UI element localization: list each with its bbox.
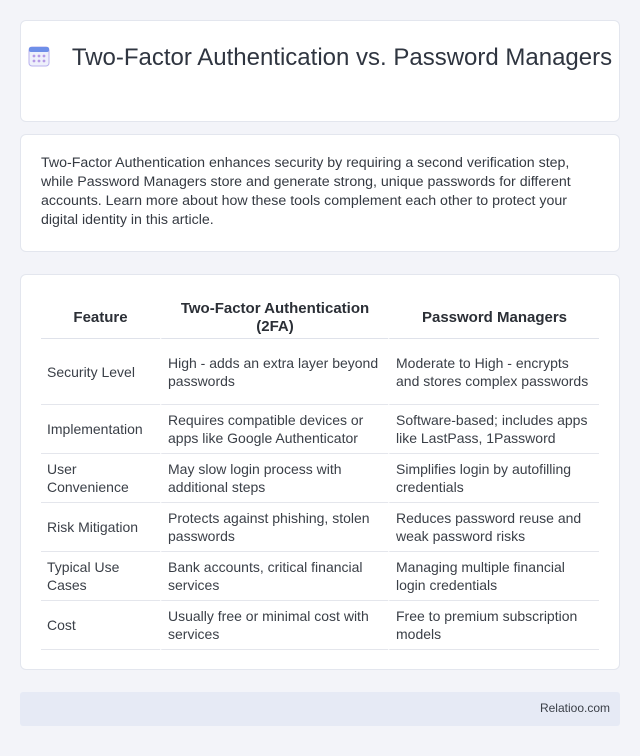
table-row <box>41 503 599 552</box>
2fa-cell: High - adds an extra layer beyond passwords <box>160 339 388 405</box>
comparison-table <box>41 297 599 650</box>
column-header-feature: Feature <box>41 297 160 339</box>
comparison-card <box>20 274 620 670</box>
feature-cell: Risk Mitigation <box>41 503 160 552</box>
2fa-cell: Usually free or minimal cost with services <box>160 601 388 650</box>
password-manager-cell: Simplifies login by autofilling credentials <box>388 454 599 503</box>
feature-cell: Cost <box>41 601 160 650</box>
feature-cell: User Convenience <box>41 454 160 503</box>
2fa-cell: Protects against phishing, stolen passwords <box>160 503 388 552</box>
title-card <box>20 20 620 122</box>
2fa-cell: May slow login process with additional steps <box>160 454 388 503</box>
2fa-cell: Requires compatible devices or apps like Google Authenticator <box>160 405 388 454</box>
password-manager-cell: Free to premium subscription models <box>388 601 599 650</box>
column-header-2fa: Two-Factor Authentication (2FA) <box>160 297 388 339</box>
page-title-wrap <box>21 43 619 72</box>
table-row <box>41 552 599 601</box>
footer-brand-link[interactable]: Relatioo.com <box>539 701 610 715</box>
password-manager-cell: Moderate to High - encrypts and stores complex passwords <box>388 339 599 405</box>
feature-cell: Security Level <box>41 339 160 405</box>
intro-paragraph: Two-Factor Authentication enhances security by requiring a second verification step, while Password Managers store and generate strong, unique passwords for different accounts. Learn more about how these tools complement each other to protect your digital identity in this article. <box>41 155 571 228</box>
password-manager-cell: Software-based; includes apps like LastPass, 1Password <box>388 405 599 454</box>
feature-cell: Typical Use Cases <box>41 552 160 601</box>
page-title: Two-Factor Authentication vs. Password Managers <box>71 44 613 71</box>
table-header-row <box>41 297 599 339</box>
password-manager-cell: Reduces password reuse and weak password risks <box>388 503 599 552</box>
2fa-cell: Bank accounts, critical financial services <box>160 552 388 601</box>
password-manager-cell: Managing multiple financial login credentials <box>388 552 599 601</box>
feature-cell: Implementation <box>41 405 160 454</box>
table-row <box>41 339 599 405</box>
footer-bar <box>20 692 620 726</box>
table-row <box>41 454 599 503</box>
table-row <box>41 405 599 454</box>
calendar-icon <box>28 45 50 67</box>
column-header-password-managers: Password Managers <box>388 297 599 339</box>
table-row <box>41 601 599 650</box>
intro-card <box>20 134 620 252</box>
